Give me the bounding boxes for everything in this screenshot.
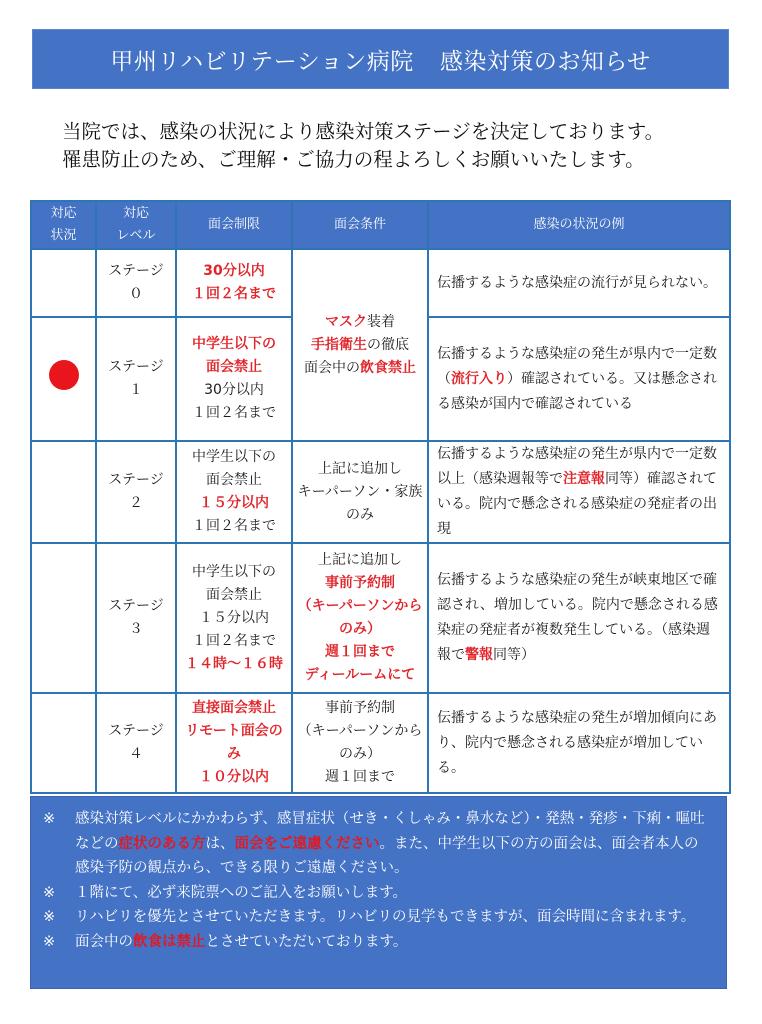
note-text-span: １階にて、必ず来院票へのご記入をお願いします。 xyxy=(75,884,408,901)
restriction-cell xyxy=(176,543,292,693)
stage-label: ４ xyxy=(129,746,143,762)
table-row-stage-2 xyxy=(31,441,730,543)
conditions-cell-shared xyxy=(292,249,428,441)
restriction-line: リモート面会のみ xyxy=(185,723,283,762)
status-cell xyxy=(31,543,96,693)
restriction-line: １５分以内 xyxy=(199,609,269,626)
notice-subject: 感染対策のお知らせ xyxy=(439,48,651,75)
conditions-cell xyxy=(292,543,428,693)
hospital-name: 甲州リハビリテーション病院 xyxy=(110,48,414,75)
restriction-line: 中学生以下の xyxy=(192,563,276,580)
note-item xyxy=(41,930,712,955)
condition-text: 手指衛生 xyxy=(311,336,367,353)
condition-line: 事前予約制 xyxy=(325,575,395,591)
restriction-line: １回２名まで xyxy=(192,286,276,302)
condition-line: 上記に追加し xyxy=(318,552,402,568)
restriction-line: 30分以内 xyxy=(203,263,265,279)
header-restriction: 面会制限 xyxy=(176,201,292,249)
restriction-line: 面会禁止 xyxy=(206,359,262,375)
stage-label: ０ xyxy=(129,286,143,302)
status-cell xyxy=(31,693,96,793)
example-text: 伝播するような感染症の発生が県内で一定数（ xyxy=(437,345,717,387)
stage-level-cell xyxy=(96,249,176,317)
example-cell xyxy=(428,249,730,317)
restriction-cell xyxy=(176,317,292,441)
note-mark-icon: ※ xyxy=(43,933,56,950)
stage-label: １ xyxy=(129,382,143,398)
example-text: ）確認されている。又は懸念される感染が国内で確認されている xyxy=(437,370,717,412)
restriction-line: 直接面会禁止 xyxy=(192,700,276,716)
conditions-cell xyxy=(292,441,428,543)
condition-line: 週１回まで xyxy=(325,769,395,785)
restriction-cell xyxy=(176,441,292,543)
stage-level-cell xyxy=(96,693,176,793)
restriction-cell xyxy=(176,249,292,317)
table-header-row xyxy=(31,201,730,249)
stage-label: ステージ xyxy=(108,598,164,614)
condition-line: （キーパーソンからのみ） xyxy=(297,598,423,637)
stage-level-cell xyxy=(96,543,176,693)
stage-level-cell xyxy=(96,441,176,543)
example-text: 伝播するような感染症の発生が峡東地区で確認され、増加している。院内で懸念される感染症の発症者が複数発生している。（感染週報で xyxy=(437,572,718,663)
condition-line: キーパーソン・家族のみ xyxy=(297,483,423,523)
example-text: 伝播するような感染症の発生が増加傾向にあり、院内で懸念される感染症が増加している。 xyxy=(437,709,717,776)
title-banner xyxy=(33,30,728,88)
infection-stage-table xyxy=(30,200,731,794)
note-item xyxy=(41,807,712,881)
note-text-span: 感染対策レベルにかかわらず、感冒症状（せき・くしゃみ・鼻水など）・発熱・発疹・下痢・嘔吐などの xyxy=(75,811,705,852)
stage-label: ステージ xyxy=(108,359,164,375)
restriction-cell xyxy=(176,693,292,793)
note-highlight: 飲食は禁止 xyxy=(133,933,206,950)
condition-line: 上記に追加し xyxy=(318,460,402,477)
note-mark-icon: ※ xyxy=(43,811,56,827)
example-text: 同等） xyxy=(493,647,535,663)
stage-label: ３ xyxy=(129,621,143,637)
condition-line: （キーパーソンからのみ） xyxy=(297,723,423,762)
table-row-stage-4 xyxy=(31,693,730,793)
restriction-line: 面会禁止 xyxy=(206,586,262,603)
restriction-line: 中学生以下の xyxy=(192,336,276,352)
note-highlight: 症状のある方 xyxy=(118,835,206,852)
condition-text: マスク xyxy=(325,313,367,330)
note-text xyxy=(75,905,712,930)
header-conditions: 面会条件 xyxy=(292,201,428,249)
note-item xyxy=(41,881,712,906)
note-text-span: は、 xyxy=(205,835,235,852)
stage-label: ２ xyxy=(129,495,143,511)
condition-text: の徹底 xyxy=(367,336,409,353)
table-row-stage-0 xyxy=(31,249,730,317)
status-cell xyxy=(31,249,96,317)
restriction-line: １４時～１６時 xyxy=(185,655,283,672)
restriction-line: 30分以内 xyxy=(204,382,264,398)
note-mark-icon: ※ xyxy=(43,909,56,925)
intro-text xyxy=(62,118,752,174)
note-text-span: 。また、中学生以下の方の面会は、面会者本人の感染予防の観点から、できる限りご遠慮ください。 xyxy=(75,835,699,876)
header-level: 対応 レベル xyxy=(96,201,176,249)
stage-level-cell xyxy=(96,317,176,441)
stage-label: ステージ xyxy=(108,263,164,279)
note-text xyxy=(75,881,712,906)
header-status: 対応 状況 xyxy=(31,201,96,249)
restriction-line: １回２名まで xyxy=(192,518,276,534)
note-mark-icon: ※ xyxy=(43,884,56,901)
restriction-line: １回２名まで xyxy=(192,405,276,421)
example-cell xyxy=(428,441,730,543)
example-text: 同等）確認されている。院内で懸念される感染症の発症者の出現 xyxy=(437,471,717,537)
note-text xyxy=(75,807,712,881)
note-highlight: 面会をご遠慮ください xyxy=(234,835,380,852)
condition-text: 装着 xyxy=(367,313,395,330)
table-row-stage-3 xyxy=(31,543,730,693)
example-cell xyxy=(428,693,730,793)
condition-line: 週１回まで xyxy=(325,644,395,660)
example-text: 伝播するような感染症の流行が見られない。 xyxy=(437,274,717,291)
header-examples: 感染の状況の例 xyxy=(428,201,730,249)
current-stage-indicator-icon xyxy=(49,360,79,390)
condition-text: 飲食禁止 xyxy=(360,359,416,376)
example-text: 流行入り xyxy=(451,370,507,387)
restriction-line: １回２名まで xyxy=(192,632,276,649)
note-text-span: 面会中の xyxy=(75,933,133,950)
restriction-line: １５分以内 xyxy=(199,495,269,511)
note-text-span: リハビリを優先とさせていただきます。リハビリの見学もできますが、面会時間に含まれます。 xyxy=(75,909,696,925)
condition-line: ディールームにて xyxy=(304,667,416,683)
example-cell xyxy=(428,543,730,693)
stage-label: ステージ xyxy=(108,723,164,739)
status-cell xyxy=(31,317,96,441)
conditions-cell xyxy=(292,693,428,793)
restriction-line: 面会禁止 xyxy=(206,472,262,488)
example-cell xyxy=(428,317,730,441)
status-cell xyxy=(31,441,96,543)
intro-line-1: 当院では、感染の状況により感染対策ステージを決定しております。 xyxy=(62,120,665,143)
intro-line-2: 罹患防止のため、ご理解・ご協力の程よろしくお願いいたします。 xyxy=(62,148,645,171)
example-text: 警報 xyxy=(465,647,493,663)
stage-label: ステージ xyxy=(108,472,164,488)
notes-box xyxy=(30,796,727,989)
restriction-line: 中学生以下の xyxy=(192,449,276,465)
condition-line: 事前予約制 xyxy=(325,700,395,716)
example-text: 伝播するような感染症の発生が県内で一定数以上（感染週報等で xyxy=(437,446,717,487)
example-text: 注意報 xyxy=(563,471,605,487)
condition-text: 面会中の xyxy=(304,359,360,376)
note-item xyxy=(41,905,712,930)
note-text-span: とさせていただいております。 xyxy=(205,933,408,950)
restriction-line: １０分以内 xyxy=(199,769,269,785)
note-text xyxy=(75,930,712,955)
